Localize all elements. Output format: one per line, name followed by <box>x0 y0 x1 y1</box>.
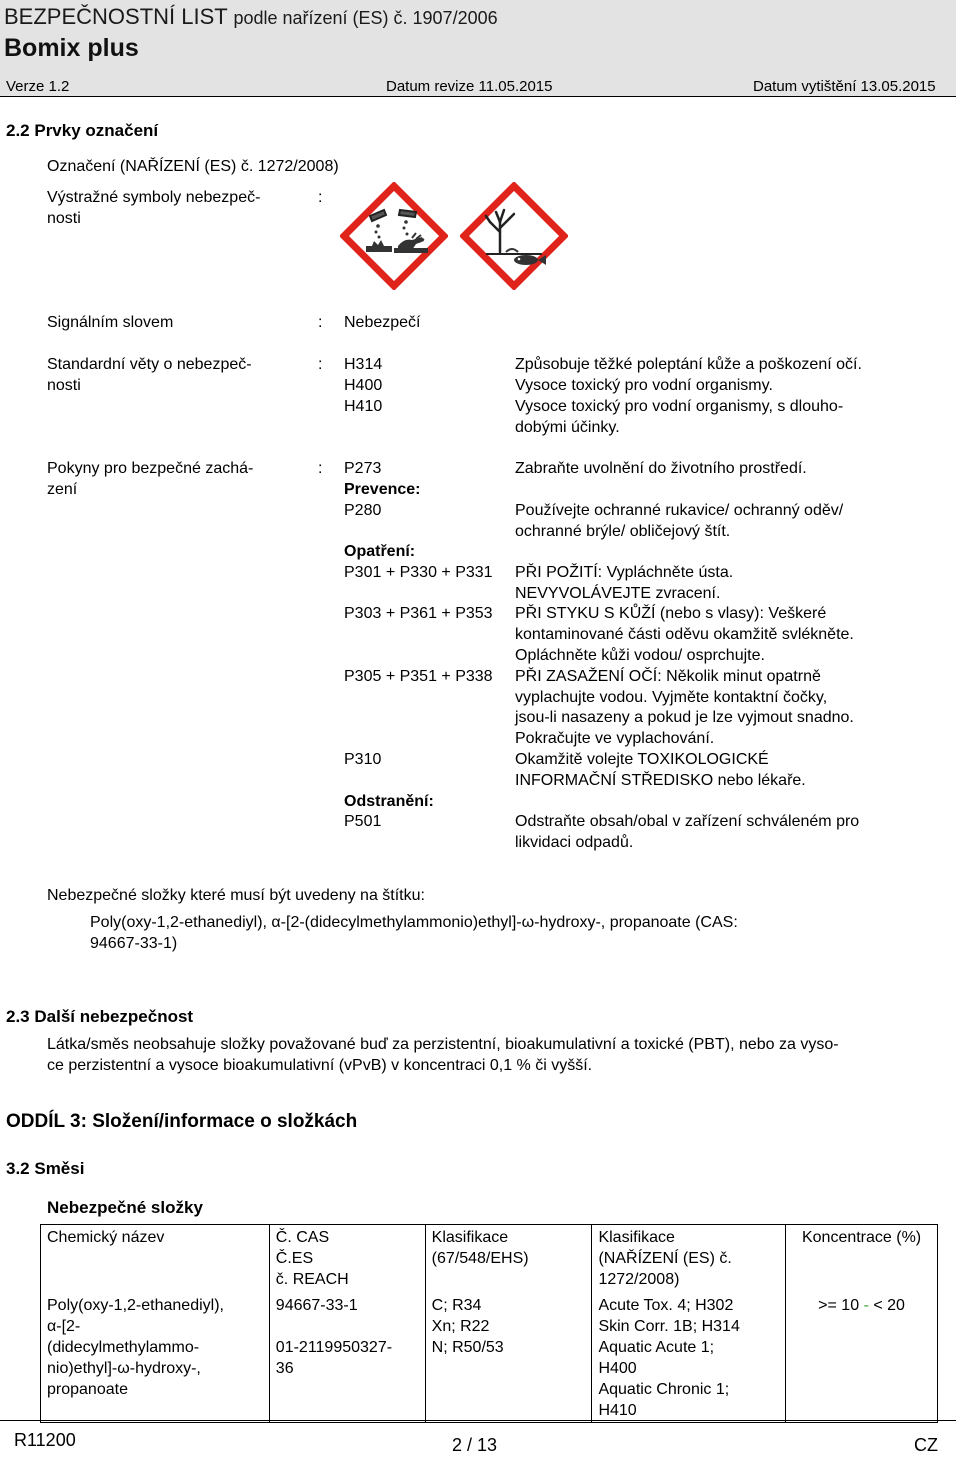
cell-identifiers <box>269 1291 425 1423</box>
cell-concentration <box>786 1291 938 1423</box>
other-hazards-text-cont: ce perzistentní a vysoce bioakumulativní (vPvB) v koncentraci 0,1 % či vyšší. <box>47 1057 593 1074</box>
prevention-label: Prevence: <box>344 481 421 498</box>
h-text: Způsobuje těžké poleptání kůže a poškození očí. <box>515 356 862 373</box>
p-code: P303 + P361 + P353 <box>344 605 493 622</box>
label-components-text-cont: 94667-33-1) <box>90 935 178 952</box>
version-label: Verze 1.2 <box>6 78 70 95</box>
p-code: P273 <box>344 460 382 477</box>
h-text: Vysoce toxický pro vodní organismy, s dlouho- <box>515 398 844 415</box>
h-text: Vysoce toxický pro vodní organismy. <box>515 377 773 394</box>
cell-text: H400 <box>598 1360 637 1377</box>
p-code: P310 <box>344 751 382 768</box>
p-text-cont: kontaminované části oděvu okamžitě svlékněte. <box>515 626 854 643</box>
environment-pictogram-icon <box>460 182 568 290</box>
header-chemical-name <box>41 1225 270 1292</box>
header-classification-clp <box>592 1225 786 1292</box>
header-text: Chemický název <box>47 1229 165 1246</box>
header-identifiers <box>269 1225 425 1292</box>
sds-title: BEZPEČNOSTNÍ LIST <box>4 4 228 29</box>
section-3-heading: ODDÍL 3: Složení/informace o složkách <box>6 1111 358 1132</box>
header-text: Č. CAS <box>275 1229 330 1246</box>
p-text: Okamžitě volejte TOXIKOLOGICKÉ <box>515 751 769 768</box>
p-text-cont: NEVYVOLÁVEJTE zvracení. <box>515 585 721 602</box>
print-date: Datum vytištění 13.05.2015 <box>753 78 936 95</box>
p-text-cont: jsou-li nasazeny a pokud je lze vyjmout snadno. <box>515 709 854 726</box>
cell-text: Aquatic Chronic 1; <box>598 1381 730 1398</box>
product-name: Bomix plus <box>4 34 139 62</box>
signal-word-value: Nebezpečí <box>344 314 421 331</box>
section-2-3-heading <box>6 1006 193 1027</box>
precautionary-label-cont: zení <box>47 481 78 498</box>
labelling-subheading: Označení (NAŘÍZENÍ (ES) č. 1272/2008) <box>47 158 339 175</box>
label-components-text: Poly(oxy-1,2-ethanediyl), α-[2-(didecylmethylammonio)ethyl]-ω-hydroxy-, propanoate (CAS: <box>90 914 738 931</box>
cell-text: Skin Corr. 1B; H314 <box>598 1318 740 1335</box>
disposal-label: Odstranění: <box>344 793 434 810</box>
corrosion-pictogram-icon <box>340 182 448 290</box>
page-number: 2 / 13 <box>452 1435 498 1455</box>
reach-number: 01-2119950327- <box>275 1339 393 1356</box>
h-text-cont: dobými účinky. <box>515 419 620 436</box>
language-code: CZ <box>914 1435 938 1455</box>
h-code: H314 <box>344 356 383 373</box>
cell-text: H410 <box>598 1402 637 1419</box>
section-2-2-heading: 2.2 Prvky označení <box>6 121 159 140</box>
p-text-cont: INFORMAČNÍ STŘEDISKO nebo lékaře. <box>515 772 806 789</box>
header-text: 1272/2008) <box>598 1271 680 1288</box>
hazard-symbols-label: Výstražné symboly nebezpeč- <box>47 189 261 206</box>
conc-min: >= 10 <box>818 1297 860 1314</box>
cell-text: C; R34 <box>431 1297 482 1314</box>
cell-text: propanoate <box>47 1381 128 1398</box>
p-text: Používejte ochranné rukavice/ ochranný oděv/ <box>515 502 844 519</box>
header-text: Klasifikace <box>431 1229 509 1246</box>
cell-text: Acute Tox. 4; H302 <box>598 1297 734 1314</box>
header-classification-dsd <box>425 1225 592 1292</box>
header-rule <box>0 96 956 97</box>
conc-max: < 20 <box>873 1297 905 1314</box>
p-text-cont: Opláchněte kůži vodou/ osprchujte. <box>515 647 765 664</box>
cell-text: N; R50/53 <box>431 1339 504 1356</box>
p-code: P501 <box>344 813 382 830</box>
cell-text: (didecylmethylammo- <box>47 1339 200 1356</box>
colon: : <box>318 460 323 477</box>
cell-chemical-name <box>41 1291 270 1423</box>
header-concentration <box>786 1225 938 1292</box>
cell-text: nio)ethyl]-ω-hydroxy-, <box>47 1360 201 1377</box>
components-table <box>40 1224 938 1423</box>
hazard-symbols-label-cont: nosti <box>47 210 81 227</box>
cell-classification-dsd <box>425 1291 592 1423</box>
p-text: PŘI STYKU S KŮŽÍ (nebo s vlasy): Veškeré <box>515 605 827 622</box>
table-header-row <box>41 1225 938 1292</box>
p-text-cont: Pokračujte ve vyplachování. <box>515 730 715 747</box>
footer-rule <box>0 1420 956 1421</box>
p-code: P301 + P330 + P331 <box>344 564 493 581</box>
table-row <box>41 1291 938 1423</box>
p-text-cont: ochranné brýle/ obličejový štít. <box>515 523 731 540</box>
hazard-statements-label: Standardní věty o nebezpeč- <box>47 356 252 373</box>
cell-text: Poly(oxy-1,2-ethanediyl), <box>47 1297 224 1314</box>
cell-text: Xn; R22 <box>431 1318 490 1335</box>
cell-text: Aquatic Acute 1; <box>598 1339 715 1356</box>
p-text: Zabraňte uvolnění do životního prostředí. <box>515 460 807 477</box>
colon: : <box>318 189 323 206</box>
p-code: P305 + P351 + P338 <box>344 668 493 685</box>
hazardous-components-label: Nebezpečné složky <box>47 1198 203 1217</box>
document-title <box>4 4 498 30</box>
revision-date: Datum revize 11.05.2015 <box>386 78 553 95</box>
h-code: H410 <box>344 398 383 415</box>
p-text: PŘI ZASAŽENÍ OČÍ: Několik minut opatrně <box>515 668 821 685</box>
label-components-heading: Nebezpečné složky které musí být uvedeny na štítku: <box>47 887 425 904</box>
header-text: (67/548/EHS) <box>431 1250 529 1267</box>
header-text: Klasifikace <box>598 1229 675 1246</box>
h-code: H400 <box>344 377 383 394</box>
cell-classification-clp <box>592 1291 786 1423</box>
p-text-cont: likvidaci odpadů. <box>515 834 634 851</box>
footer-code: R11200 <box>14 1430 76 1450</box>
reach-number-cont: 36 <box>275 1360 294 1377</box>
regulation-ref: podle nařízení (ES) č. 1907/2006 <box>233 8 498 28</box>
colon: : <box>318 314 323 331</box>
hazard-statements-label-cont: nosti <box>47 377 81 394</box>
cas-number: 94667-33-1 <box>275 1297 358 1314</box>
precautionary-label: Pokyny pro bezpečné zachá- <box>47 460 254 477</box>
p-text: PŘI POŽITÍ: Vypláchněte ústa. <box>515 564 734 581</box>
response-label: Opatření: <box>344 543 416 560</box>
p-text: Odstraňte obsah/obal v zařízení schváleném pro <box>515 813 860 830</box>
section-number: 2.3 <box>6 1007 30 1026</box>
spacer <box>276 1316 419 1337</box>
section-title: Další nebezpečnost <box>34 1007 194 1026</box>
header-text: č. REACH <box>275 1271 349 1288</box>
section-3-2-heading: 3.2 Směsi <box>6 1159 85 1178</box>
header-text: Č.ES <box>275 1250 314 1267</box>
header-text: (NAŘÍZENÍ (ES) č. <box>598 1250 732 1267</box>
p-text-cont: vyplachujte vodou. Vyjměte kontaktní čočky, <box>515 689 828 706</box>
other-hazards-text: Látka/směs neobsahuje složky považované buď za perzistentní, bioakumulativní a toxické (PBT), nebo za vyso- <box>47 1036 839 1053</box>
header-text: Koncentrace (%) <box>801 1229 922 1246</box>
conc-separator: - <box>863 1297 869 1314</box>
signal-word-label: Signálním slovem <box>47 314 174 331</box>
colon: : <box>318 356 323 373</box>
cell-text: α-[2- <box>47 1318 81 1335</box>
p-code: P280 <box>344 502 382 519</box>
